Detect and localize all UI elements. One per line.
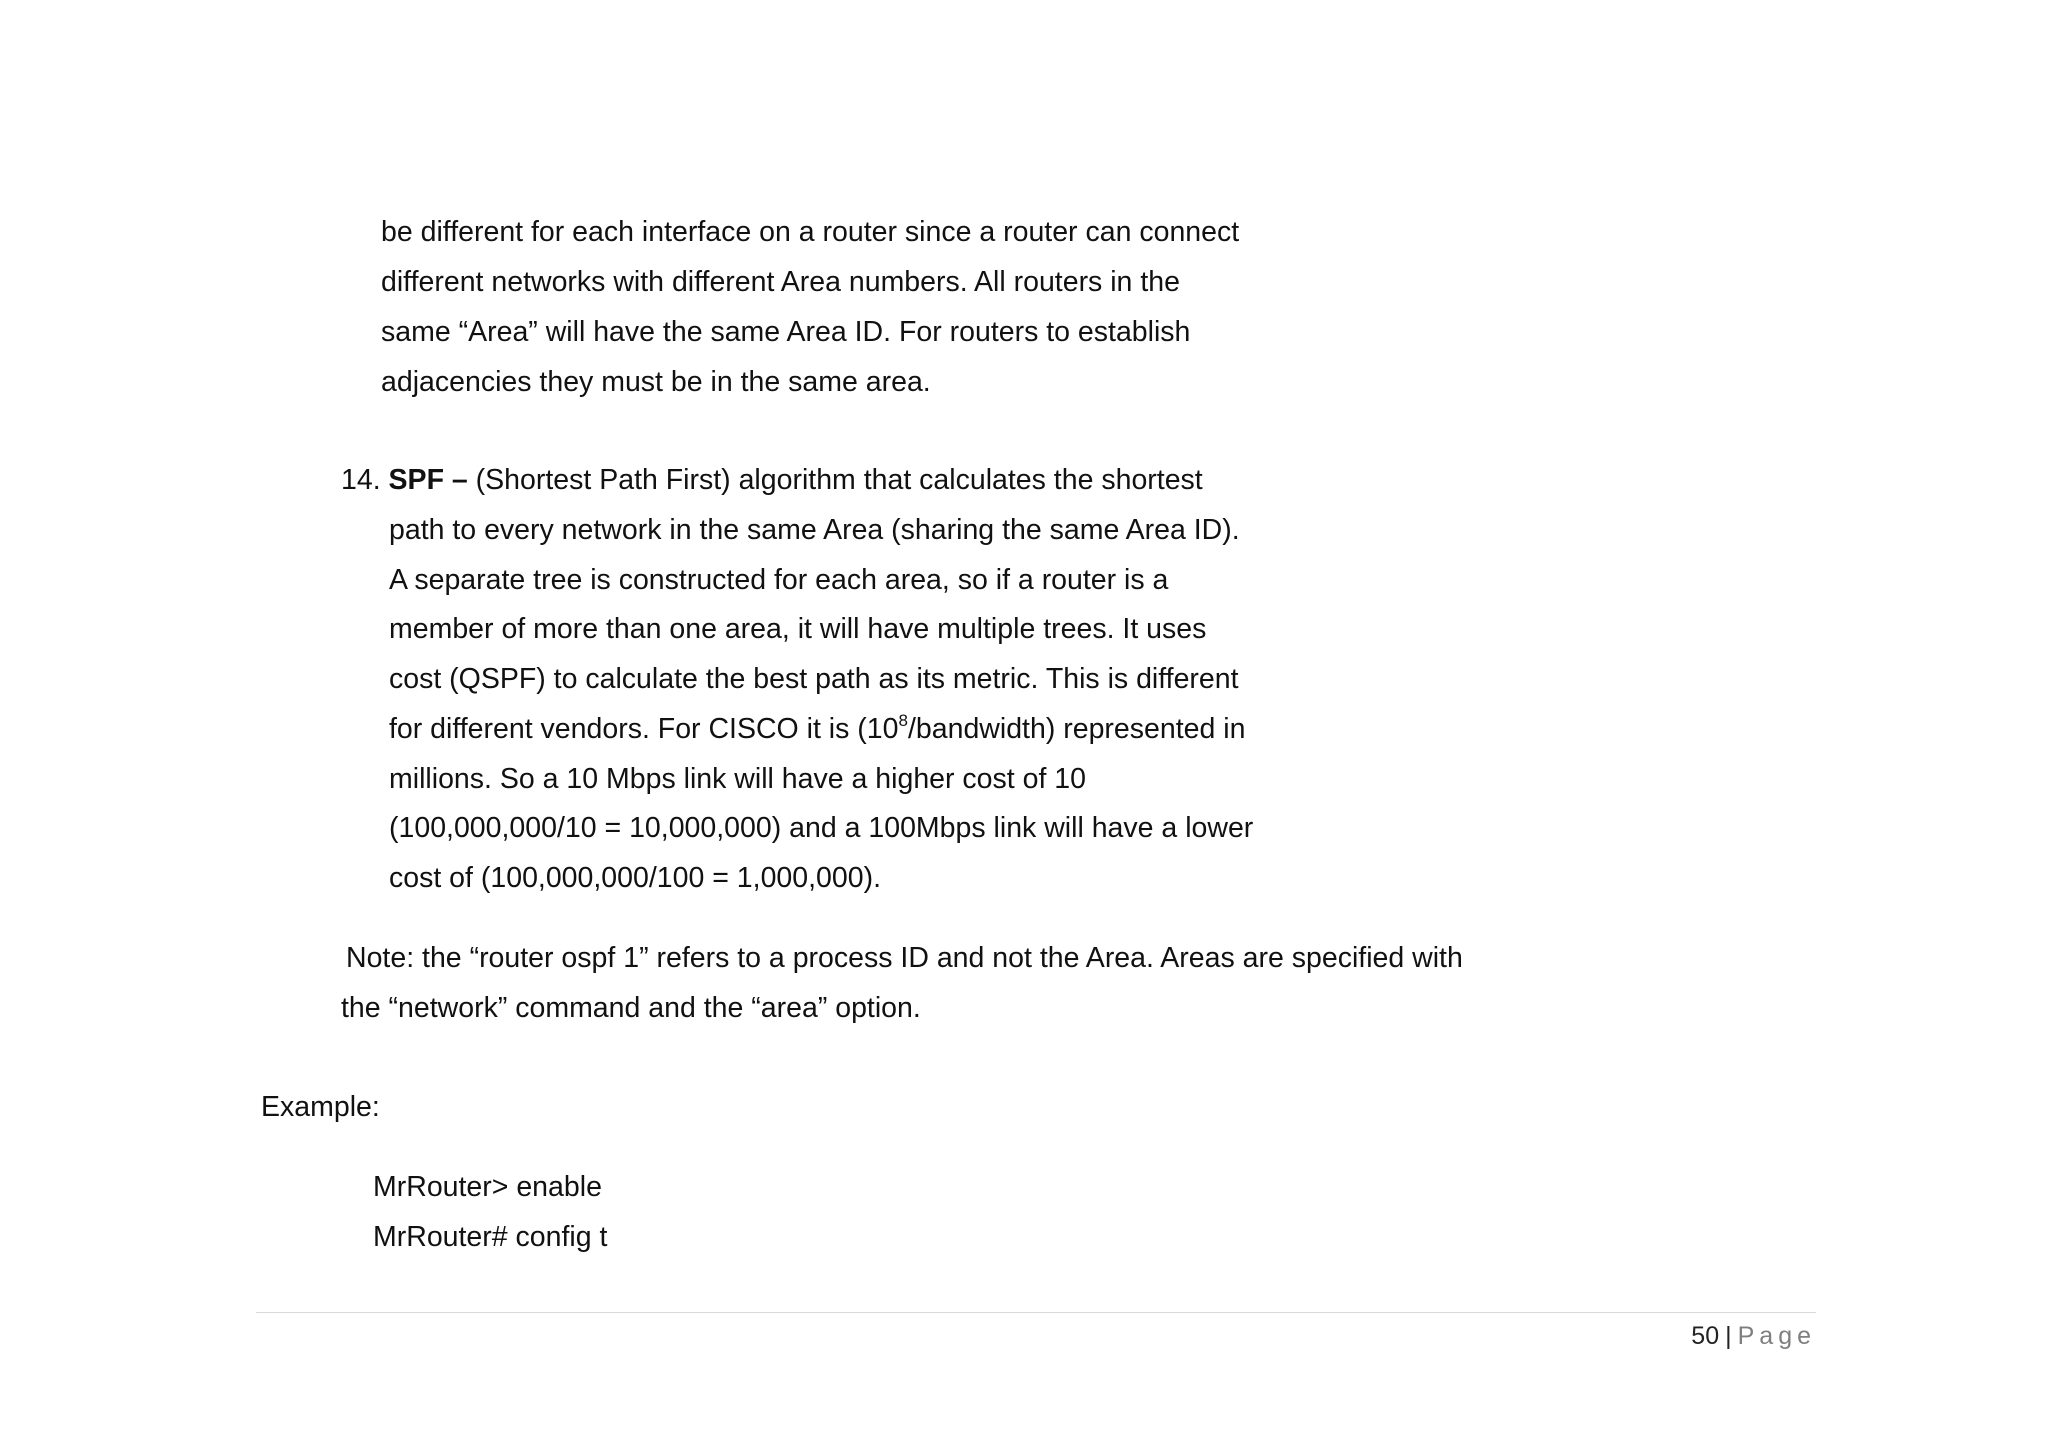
definition-text: (Shortest Path First) algorithm that calculates the shortest: [467, 464, 1203, 496]
list-item-line: path to every network in the same Area (sharing the same Area ID).: [389, 514, 1240, 546]
paragraph-line: different networks with different Area numbers. All routers in the: [381, 266, 1180, 298]
command-line: MrRouter> enable: [373, 1171, 602, 1203]
list-item-line: (100,000,000/10 = 10,000,000) and a 100Mbps link will have a lower: [389, 812, 1254, 844]
page-number: 50: [1691, 1322, 1720, 1350]
exponent: 8: [898, 711, 908, 730]
paragraph-line: be different for each interface on a router since a router can connect: [381, 216, 1240, 248]
formula-line: [389, 711, 1245, 751]
list-item-line: A separate tree is constructed for each area, so if a router is a: [389, 564, 1169, 596]
footer-divider: [256, 1312, 1816, 1313]
list-item-line: member of more than one area, it will have multiple trees. It uses: [389, 613, 1207, 645]
note-line: the “network” command and the “area” option.: [341, 992, 921, 1024]
list-item-line: millions. So a 10 Mbps link will have a higher cost of 10: [389, 763, 1087, 795]
note-line: Note: the “router ospf 1” refers to a process ID and not the Area. Areas are specified with: [346, 942, 1463, 974]
paragraph-line: adjacencies they must be in the same area.: [381, 366, 931, 398]
list-item-line: cost (QSPF) to calculate the best path as its metric. This is different: [389, 663, 1239, 695]
formula-text: /bandwidth) represented in: [907, 713, 1246, 745]
page-footer: [1691, 1319, 1816, 1353]
paragraph-line: same “Area” will have the same Area ID. For routers to establish: [381, 316, 1191, 348]
list-item-spf-first-line: [341, 462, 1203, 498]
example-label: Example:: [261, 1091, 380, 1123]
page-label: Page: [1737, 1322, 1816, 1350]
formula-text: for different vendors. For CISCO it is (10: [389, 713, 899, 745]
term-spf: SPF –: [388, 464, 468, 496]
list-number: 14.: [341, 464, 381, 496]
footer-separator: |: [1725, 1322, 1732, 1350]
command-line: MrRouter# config t: [373, 1221, 608, 1253]
list-item-line: cost of (100,000,000/100 = 1,000,000).: [389, 862, 882, 894]
